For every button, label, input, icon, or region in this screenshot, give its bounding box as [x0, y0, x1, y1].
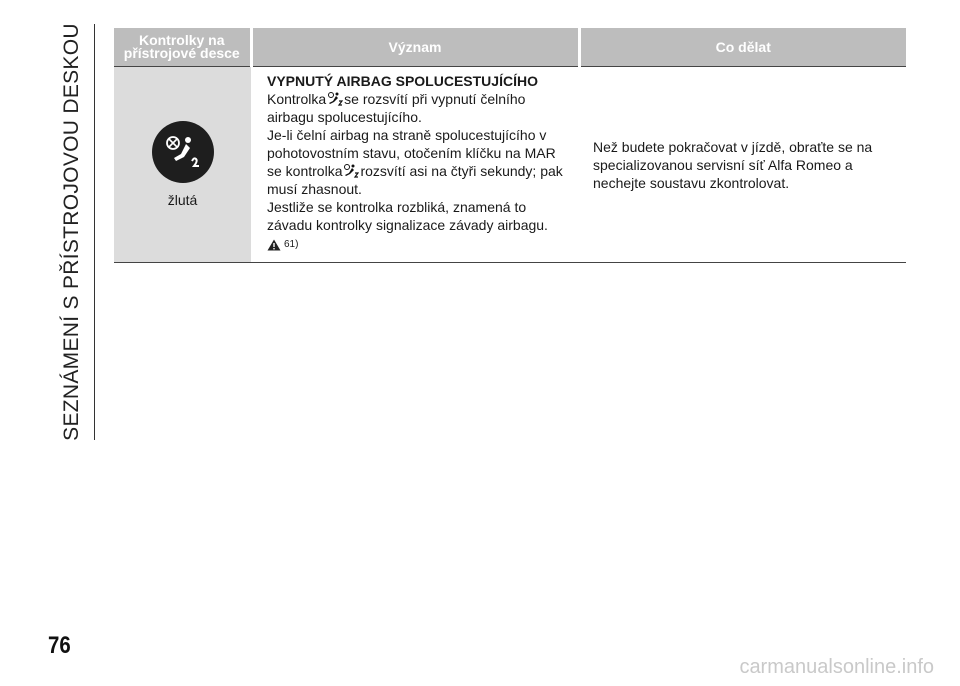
page-number: 76 — [48, 632, 71, 659]
lamp-color-label: žlutá — [167, 191, 198, 208]
table-row — [114, 67, 906, 263]
header-lamps: Kontrolky na přístrojové desce — [114, 28, 251, 67]
chapter-divider — [94, 24, 95, 440]
warning-heading: VYPNUTÝ AIRBAG SPOLUCESTUJÍCÍHO — [267, 73, 538, 89]
note-ref-number: 61) — [284, 239, 299, 250]
lamp-cell — [114, 67, 251, 263]
passenger-airbag-inline-icon — [343, 163, 359, 178]
header-action: Co dělat — [579, 28, 906, 67]
passenger-airbag-inline-icon — [327, 91, 343, 106]
warning-lights-table — [114, 28, 906, 263]
header-meaning: Význam — [251, 28, 579, 67]
passenger-airbag-off-icon — [152, 121, 214, 183]
table-header-row — [114, 28, 906, 67]
meaning-paragraph-2: Je-li čelní airbag na straně spolucestujícího v pohotovostním stavu, otočením klíčku na MAR se kontrolka rozsvítí asi na čtyři sekundy; pak musí zhasnout. — [267, 127, 563, 197]
watermark: carmanualsonline.info — [739, 656, 934, 678]
warning-triangle-icon — [267, 239, 281, 251]
chapter-title-text: SEZNÁMENÍ S PŘÍSTROJOVOU DESKOU — [60, 23, 84, 441]
meaning-cell — [251, 67, 579, 263]
action-cell: Než budete pokračovat v jízdě, obraťte se na specializovanou servisní síť Alfa Romeo a nechejte soustavu zkontrolovat. — [579, 67, 906, 263]
chapter-side-title — [48, 24, 96, 440]
meaning-paragraph-3: Jestliže se kontrolka rozbliká, znamená to závadu kontrolky signalizace závady airbagu. — [267, 199, 548, 233]
meaning-paragraph-1: Kontrolka se rozsvítí při vypnutí čelního airbagu spolucestujícího. — [267, 91, 526, 125]
note-reference — [267, 236, 569, 254]
